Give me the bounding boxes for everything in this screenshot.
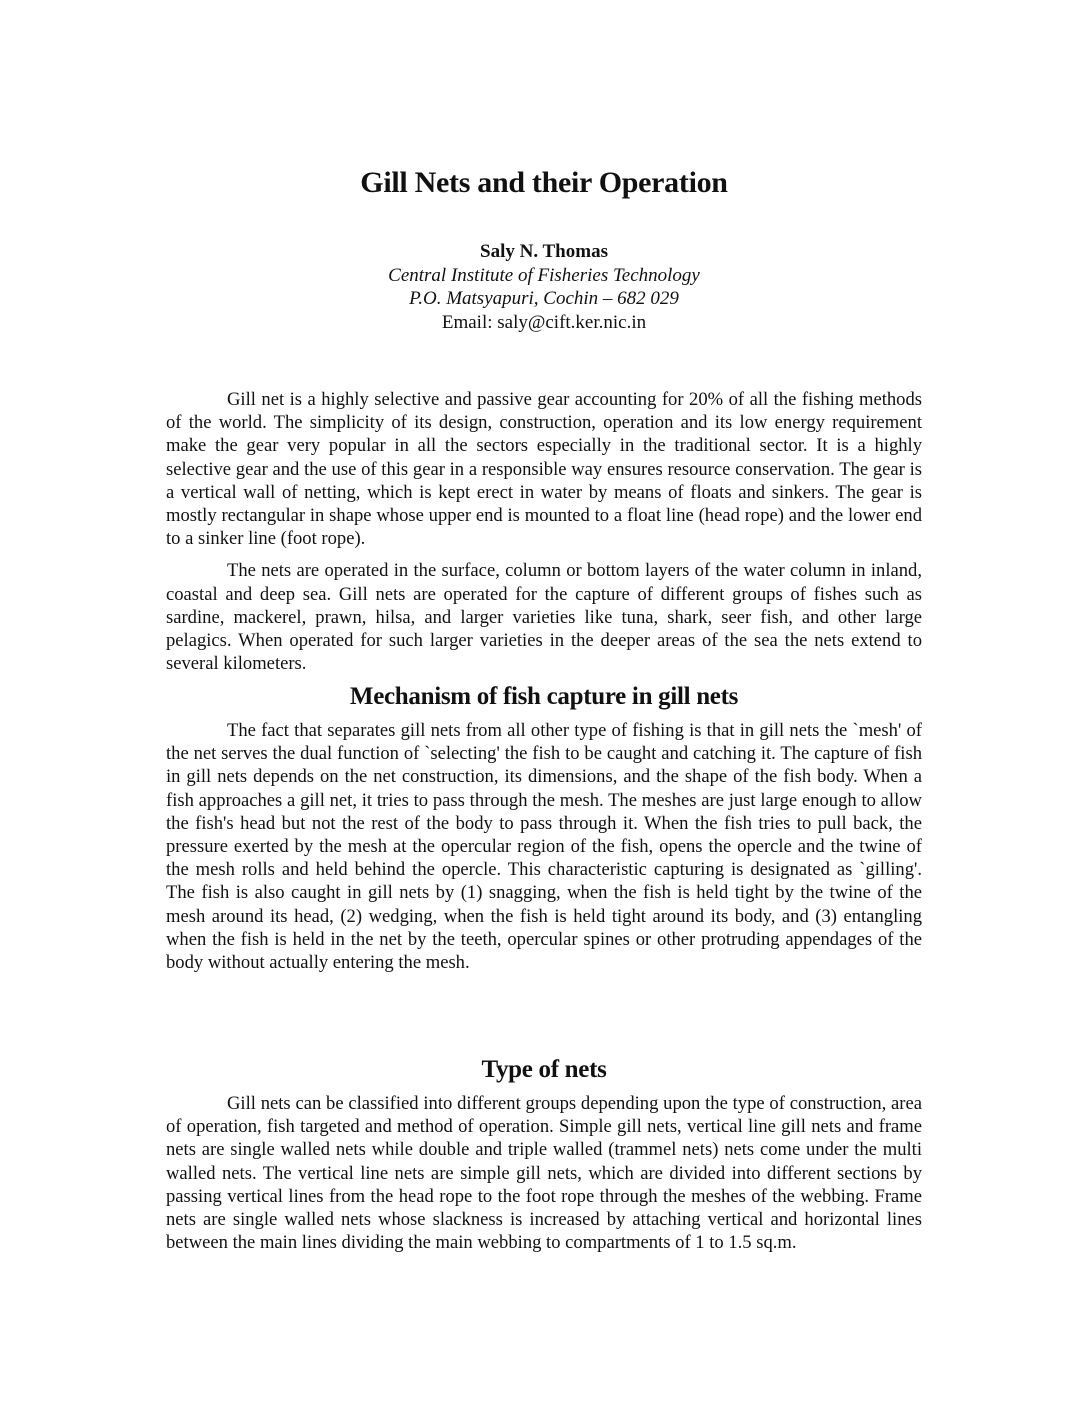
mechanism-section [166,683,922,974]
types-section [166,1056,922,1254]
author-address: P.O. Matsyapuri, Cochin – 682 029 [409,288,679,309]
intro-paragraph-2: The nets are operated in the surface, column or bottom layers of the water column in inland, coastal and deep sea. Gill nets are operated for the capture of different groups of fishes such as sardine, mackerel, prawn, hilsa, and larger varieties like tuna, shark, seer fish, and other large pelagics. When operated for such larger varieties in the deeper areas of the sea the nets extend to several kilometers. [166,560,922,675]
intro-section [166,388,922,675]
types-heading: Type of nets [481,1056,607,1083]
author-block [166,240,922,334]
author-name: Saly N. Thomas [480,241,608,262]
page-title: Gill Nets and their Operation [360,166,728,199]
mechanism-paragraph: The fact that separates gill nets from all other type of fishing is that in gill nets the `mesh' of the net serves the dual function of `selecting' the fish to be caught and catching it. The capture of fish in gill nets depends on the net construction, its dimensions, and the shape of the fish body. When a fish approaches a gill net, it tries to pass through the mesh. The meshes are just large enough to allow the fish's head but not the rest of the body to pass through it. When the fish tries to pull back, the pressure exerted by the mesh at the opercular region of the fish, opens the opercle and the twine of the mesh rolls and held behind the opercle. This characteristic capturing is designated as `gilling'. The fish is also caught in gill nets by (1) snagging, when the fish is held tight by the twine of the mesh around its head, (2) wedging, when the fish is held tight around its body, and (3) entangling when the fish is held in the net by the teeth, opercular spines or other protruding appendages of the body without actually entering the mesh. [166,720,922,974]
types-paragraph: Gill nets can be classified into different groups depending upon the type of construction, area of operation, fish targeted and method of operation. Simple gill nets, vertical line gill nets and frame nets are single walled nets while double and triple walled (trammel nets) nets come under the multi walled nets. The vertical line nets are simple gill nets, which are divided into different sections by passing vertical lines from the head rope to the foot rope through the meshes of the webbing. Frame nets are single walled nets whose slackness is increased by attaching vertical and horizontal lines between the main lines dividing the main webbing to compartments of 1 to 1.5 sq.m. [166,1093,922,1254]
mechanism-heading: Mechanism of fish capture in gill nets [349,683,739,710]
author-institution: Central Institute of Fisheries Technology [388,264,700,286]
author-email: Email: saly@cift.ker.nic.in [441,311,647,333]
intro-paragraph-1: Gill net is a highly selective and passive gear accounting for 20% of all the fishing methods of the world. The simplicity of its design, construction, operation and its low energy requirement make the gear very popular in all the sectors especially in the traditional sector. It is a highly selective gear and the use of this gear in a responsible way ensures resource conservation. The gear is a vertical wall of netting, which is kept erect in water by means of floats and sinkers. The gear is mostly rectangular in shape whose upper end is mounted to a float line (head rope) and the lower end to a sinker line (foot rope). [166,389,922,550]
